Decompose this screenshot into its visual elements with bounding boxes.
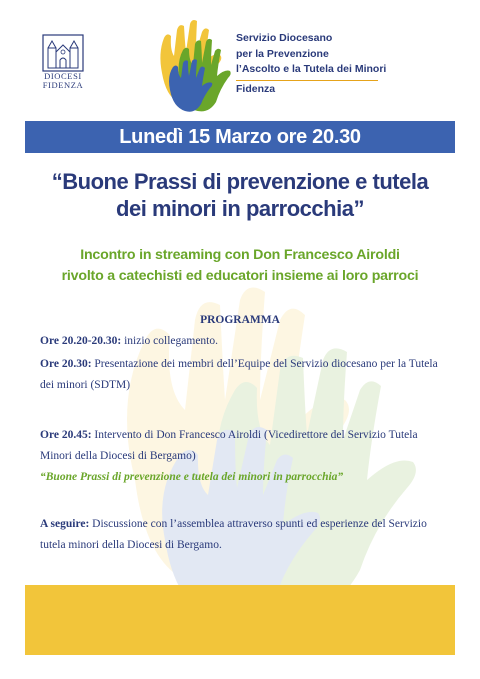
event-title-line1: “Buone Prassi di prevenzione e tutela bbox=[51, 169, 429, 194]
diocese-logo bbox=[38, 34, 88, 90]
event-title bbox=[20, 168, 460, 222]
footer-bar bbox=[25, 585, 455, 655]
program-item-quote: “Buone Prassi di prevenzione e tutela dei minori in parrocchia” bbox=[40, 471, 344, 483]
program-item-text: Intervento di Don Francesco Airoldi (Vicedirettore del Servizio Tutela Minori della Diocesi di Bergamo) bbox=[40, 429, 418, 462]
program-item-text: Presentazione dei membri dell’Equipe del Servizio diocesano per la Tutela dei minori (SDTM) bbox=[40, 358, 438, 391]
diocese-name-line2: FIDENZA bbox=[42, 80, 84, 90]
program-item bbox=[40, 354, 450, 396]
program-item-text: Discussione con l’assemblea attraverso spunti ed esperienze del Servizio tutela minori della Diocesi di Bergamo. bbox=[40, 518, 427, 551]
organization-name bbox=[236, 31, 386, 98]
hands-logo-icon bbox=[150, 18, 235, 113]
program-item-time: Ore 20.45: bbox=[40, 429, 92, 441]
program-item-time: Ore 20.20-20.30: bbox=[40, 335, 122, 347]
cathedral-icon bbox=[42, 34, 84, 72]
event-subtitle-line2: rivolto a catechisti ed educatori insieme ai loro parroci bbox=[61, 268, 419, 284]
program-item bbox=[40, 514, 450, 556]
org-line-3: l’Ascolto e la Tutela dei Minori bbox=[236, 63, 387, 75]
org-line-1: Servizio Diocesano bbox=[236, 32, 333, 44]
org-line-4: Fidenza bbox=[236, 83, 276, 95]
program-item bbox=[40, 331, 450, 352]
program-item-text: inizio collegamento. bbox=[121, 335, 218, 347]
org-separator bbox=[236, 80, 378, 82]
diocese-name-line1: DIOCESI bbox=[44, 71, 82, 81]
event-title-line2: dei minori in parrocchia” bbox=[116, 196, 364, 221]
date-banner: Lunedì 15 Marzo ore 20.30 bbox=[25, 121, 455, 153]
program-item bbox=[40, 425, 450, 488]
org-line-2: per la Prevenzione bbox=[236, 47, 329, 60]
event-subtitle bbox=[20, 245, 460, 287]
event-subtitle-line1: Incontro in streaming con Don Francesco Airoldi bbox=[80, 247, 400, 263]
program-item-time: A seguire: bbox=[40, 518, 90, 530]
program-item-time: Ore 20.30: bbox=[40, 358, 92, 370]
programma-heading: PROGRAMMA bbox=[200, 314, 280, 326]
